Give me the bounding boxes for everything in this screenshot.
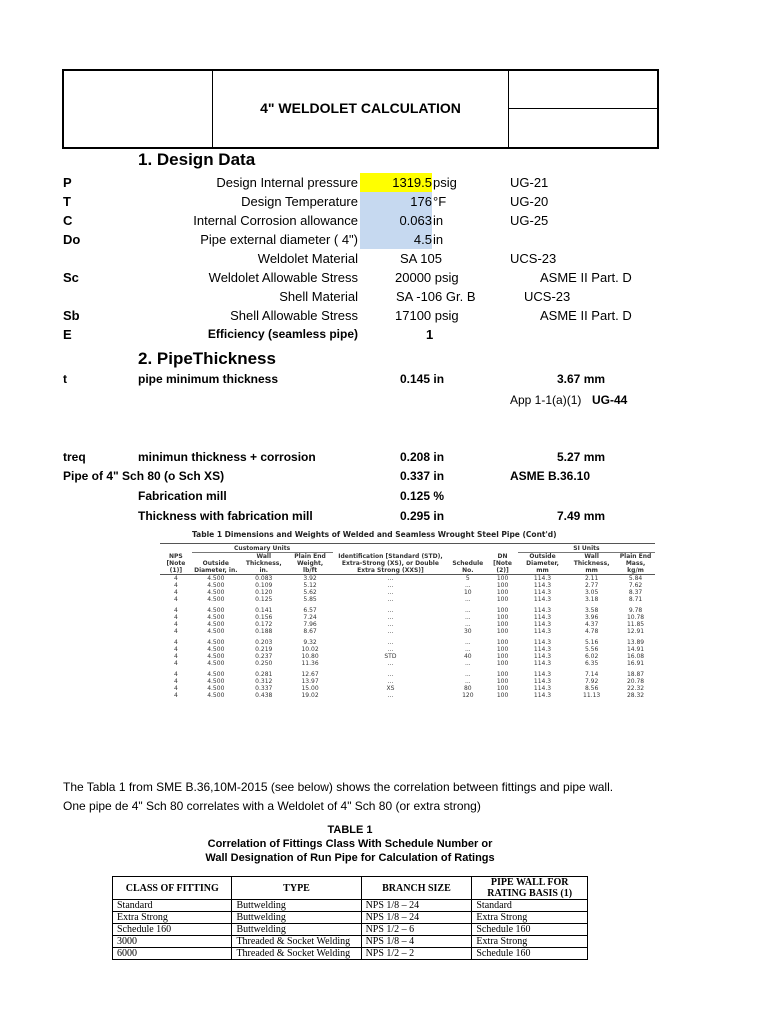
- table-cell: 4: [173, 692, 178, 699]
- table-cell: 6.02: [584, 653, 599, 660]
- table-cell: 4: [173, 589, 178, 596]
- table-cell: STD: [384, 653, 397, 660]
- table-cell: 4.500: [207, 692, 225, 699]
- table1-column-header: Plain End Weight, lb/ft: [294, 553, 326, 574]
- table-cell: 0.337: [255, 685, 273, 692]
- table2-title: TABLE 1: [327, 824, 373, 836]
- row-value: 0.295 in: [400, 509, 445, 523]
- table-cell: 11.36: [301, 660, 319, 667]
- table-cell: 4.500: [207, 621, 225, 628]
- table-cell: 100: [496, 671, 509, 678]
- row-unit: in: [433, 213, 444, 228]
- table-cell: 100: [496, 628, 509, 635]
- table-cell: 100: [496, 653, 509, 660]
- row-label: Weldolet Allowable Stress: [208, 270, 358, 285]
- design-row-pressure: [0, 173, 768, 192]
- table-cell: XS: [386, 685, 395, 692]
- table-cell: 4: [173, 582, 178, 589]
- table-cell: ...: [387, 646, 394, 653]
- table-cell: 114.3: [533, 575, 552, 582]
- table-cell: 100: [496, 614, 509, 621]
- table-cell: Extra Strong: [113, 912, 232, 924]
- table-row: [160, 628, 655, 635]
- table-cell: 4.37: [584, 621, 599, 628]
- table-cell: 4: [173, 646, 178, 653]
- table-row: [160, 589, 655, 596]
- design-row-temperature: [0, 192, 768, 211]
- table-cell: Threaded & Socket Welding: [232, 936, 361, 948]
- table-cell: 3.05: [584, 589, 599, 596]
- table-cell: 100: [496, 582, 509, 589]
- table-cell: 8.67: [303, 628, 317, 635]
- table-cell: Standard: [113, 900, 232, 912]
- table-cell: 114.3: [533, 685, 552, 692]
- table-cell: ...: [464, 646, 471, 653]
- row-label: Design Internal pressure: [216, 175, 358, 190]
- table-cell: 80: [463, 685, 472, 692]
- table-cell: 7.62: [628, 582, 643, 589]
- section-pipe-thickness-title: 2. PipeThickness: [138, 349, 276, 368]
- thickness-row-sch80: [0, 467, 768, 486]
- table-cell: 5.56: [584, 646, 599, 653]
- table-cell: 5.85: [303, 596, 317, 603]
- row-value: 0.125 %: [400, 489, 445, 503]
- table-cell: 114.3: [533, 639, 552, 646]
- row-reference: ASME II Part. D: [540, 270, 632, 285]
- table1-column-header: Plain End Mass, kg/m: [619, 553, 652, 574]
- table-cell: Buttwelding: [232, 924, 361, 936]
- table-cell: 7.24: [303, 614, 317, 621]
- table-cell: 7.14: [584, 671, 599, 678]
- row-reference: UG-21: [510, 175, 549, 190]
- row-symbol: T: [63, 194, 71, 209]
- table-cell: 0.250: [255, 660, 273, 667]
- table1-group-si: SI Units: [518, 545, 655, 553]
- table-cell: 4.500: [207, 660, 225, 667]
- table-cell: ...: [464, 621, 471, 628]
- table-cell: 5.12: [303, 582, 317, 589]
- table-cell: 100: [496, 685, 509, 692]
- table-row: [160, 639, 655, 646]
- reference-app: App 1-1(a)(1): [510, 393, 582, 407]
- table-cell: 4: [173, 607, 178, 614]
- table-cell: ...: [387, 607, 394, 614]
- table-row: [160, 575, 655, 583]
- row-unit: psig: [433, 175, 457, 190]
- row-reference: UCS-23: [510, 251, 557, 266]
- row-label: Pipe of 4" Sch 80 (o Sch XS): [63, 469, 225, 483]
- table-cell: ...: [387, 660, 394, 667]
- table1-column-header: Identification [Standard (STD), Extra-Strong (XS), or Double Extra Strong (XXS)]: [338, 553, 443, 574]
- table-cell: ...: [387, 692, 394, 699]
- table-cell: 8.56: [584, 685, 599, 692]
- table-cell: 28.32: [626, 692, 645, 699]
- table1-grid: [160, 545, 655, 699]
- table2-header: PIPE WALL FOR RATING BASIS (1): [472, 877, 588, 900]
- table-cell: 16.08: [626, 653, 645, 660]
- table-cell: 100: [496, 646, 509, 653]
- row-label: Shell Allowable Stress: [230, 308, 358, 323]
- row-label: pipe minimum thickness: [138, 372, 279, 386]
- table-cell: ...: [387, 671, 394, 678]
- table-row: [160, 660, 655, 667]
- table-cell: 0.237: [255, 653, 273, 660]
- table-cell: 22.32: [626, 685, 645, 692]
- table-cell: 4: [173, 596, 178, 603]
- table-cell: 114.3: [533, 628, 552, 635]
- table-row: [160, 671, 655, 678]
- row-symbol: Do: [63, 232, 81, 247]
- table-cell: 4.500: [207, 685, 225, 692]
- table-cell: 114.3: [533, 607, 552, 614]
- table-cell: 4: [173, 628, 178, 635]
- table-cell: Schedule 160: [472, 948, 588, 960]
- table-row: [160, 596, 655, 603]
- row-value: 0.337 in: [400, 469, 445, 483]
- table-cell: 0.188: [255, 628, 273, 635]
- row-symbol: C: [63, 213, 73, 228]
- row-value: 1: [426, 327, 434, 342]
- table-cell: Threaded & Socket Welding: [232, 948, 361, 960]
- row-symbol: treq: [63, 450, 86, 464]
- table-cell: 13.89: [626, 639, 645, 646]
- table-cell: ...: [387, 621, 394, 628]
- table-cell: 100: [496, 621, 509, 628]
- table-cell: 4.500: [207, 614, 225, 621]
- table-cell: 0.125: [255, 596, 273, 603]
- table-row: [160, 607, 655, 614]
- table-cell: 14.91: [626, 646, 645, 653]
- table-cell: 0.438: [255, 692, 273, 699]
- table-cell: ...: [387, 628, 394, 635]
- table-cell: NPS 1/8 – 24: [361, 900, 472, 912]
- row-mm: 7.49 mm: [557, 509, 606, 523]
- table-cell: 114.3: [533, 614, 552, 621]
- table-row: [160, 621, 655, 628]
- row-label: Internal Corrosion allowance: [193, 213, 358, 228]
- table-cell: 114.3: [533, 589, 552, 596]
- table-cell: NPS 1/8 – 4: [361, 936, 472, 948]
- table-cell: 5: [465, 575, 470, 582]
- table-cell: 7.92: [584, 678, 599, 685]
- table-row: [113, 912, 588, 924]
- row-reference: UG-20: [510, 194, 549, 209]
- table-cell: 30: [463, 628, 472, 635]
- table-cell: 4.78: [584, 628, 599, 635]
- table-cell: ...: [387, 582, 394, 589]
- table-cell: 0.109: [255, 582, 273, 589]
- table2-subtitle-1: Correlation of Fittings Class With Schedule Number or: [207, 838, 493, 850]
- table-cell: ...: [387, 639, 394, 646]
- row-value[interactable]: 176: [410, 194, 432, 209]
- table-cell: 2.11: [584, 575, 599, 582]
- table-cell: 6.57: [303, 607, 317, 614]
- design-row-shell-stress: [0, 306, 768, 325]
- table-cell: 114.3: [533, 671, 552, 678]
- row-value[interactable]: 4.5: [413, 232, 432, 247]
- design-row-weldolet-stress: [0, 268, 768, 287]
- design-row-weldolet-material: [0, 249, 768, 268]
- table-cell: 16.91: [626, 660, 645, 667]
- table-cell: 4.500: [207, 653, 225, 660]
- row-mm: 5.27 mm: [557, 450, 606, 464]
- section-design-data-title: 1. Design Data: [138, 150, 256, 169]
- table-cell: 114.3: [533, 692, 552, 699]
- table-cell: 4: [173, 660, 178, 667]
- table-cell: 0.203: [255, 639, 273, 646]
- table2-header: CLASS OF FITTING: [113, 877, 232, 900]
- table-cell: ...: [464, 582, 471, 589]
- table-cell: Buttwelding: [232, 900, 361, 912]
- table1-column-header: Schedule No.: [452, 560, 484, 574]
- row-label: Fabrication mill: [138, 489, 227, 503]
- row-label: Weldolet Material: [257, 251, 358, 266]
- table1-column-header: Wall Thickness, in.: [245, 553, 282, 574]
- table-cell: Schedule 160: [113, 924, 232, 936]
- table-cell: Extra Strong: [472, 936, 588, 948]
- table1-group-customary: Customary Units: [192, 545, 333, 553]
- table-cell: 19.02: [301, 692, 319, 699]
- table-cell: 100: [496, 596, 509, 603]
- table-cell: ...: [464, 660, 471, 667]
- table-cell: 4.500: [207, 596, 225, 603]
- table-row: [113, 936, 588, 948]
- table-cell: 0.281: [255, 671, 273, 678]
- table-cell: 2.77: [584, 582, 599, 589]
- table2-grid: [112, 876, 588, 960]
- table-row: [113, 900, 588, 912]
- row-value[interactable]: 0.063: [399, 213, 432, 228]
- table-cell: 3.18: [584, 596, 599, 603]
- table-cell: 0.120: [255, 589, 273, 596]
- table1-column-header: Outside Diameter, in.: [194, 560, 238, 574]
- table1-column-header: NPS [Note (1)]: [166, 553, 186, 574]
- row-label: Thickness with fabrication mill: [138, 509, 313, 523]
- table-cell: 20.78: [626, 678, 645, 685]
- table-cell: 114.3: [533, 596, 552, 603]
- table-cell: 40: [463, 653, 472, 660]
- table-cell: NPS 1/2 – 6: [361, 924, 472, 936]
- row-unit: in: [433, 232, 444, 247]
- row-symbol: E: [63, 327, 72, 342]
- table-cell: 100: [496, 589, 509, 596]
- table1-caption: Table 1 Dimensions and Weights of Welded and Seamless Wrought Steel Pipe (Cont'd): [192, 530, 557, 539]
- row-reference: UCS-23: [524, 289, 571, 304]
- row-symbol: Sc: [63, 270, 79, 285]
- table-row: [160, 582, 655, 589]
- row-label: Design Temperature: [241, 194, 358, 209]
- table-cell: 4: [173, 653, 178, 660]
- table-cell: ...: [464, 607, 471, 614]
- table-cell: 114.3: [533, 646, 552, 653]
- table-cell: 12.67: [301, 671, 319, 678]
- table-cell: 4: [173, 614, 178, 621]
- table-cell: 8.37: [628, 589, 643, 596]
- table-cell: 0.172: [255, 621, 273, 628]
- reference-ug: UG-44: [592, 393, 628, 407]
- table-row: [160, 646, 655, 653]
- table-cell: 100: [496, 678, 509, 685]
- table1-column-header: Outside Diameter, mm: [526, 553, 559, 574]
- row-label: Efficiency (seamless pipe): [207, 327, 358, 341]
- row-symbol: t: [63, 372, 67, 386]
- row-value: SA 105: [400, 251, 442, 266]
- table-cell: 4.500: [207, 639, 225, 646]
- table-cell: 9.32: [303, 639, 317, 646]
- note-line-2: One pipe de 4" Sch 80 correlates with a Weldolet of 4" Sch 80 (or extra strong): [63, 799, 481, 813]
- table-cell: ...: [387, 596, 394, 603]
- table-cell: 4.500: [207, 678, 225, 685]
- table-cell: 10.80: [301, 653, 319, 660]
- row-unit: °F: [433, 194, 447, 209]
- design-row-shell-material: [0, 287, 768, 306]
- table-cell: 0.141: [255, 607, 273, 614]
- table-cell: ...: [387, 589, 394, 596]
- row-label: Pipe external diameter ( 4"): [200, 232, 358, 247]
- table-cell: 120: [462, 692, 474, 699]
- table-cell: 114.3: [533, 678, 552, 685]
- table-cell: ...: [387, 575, 394, 582]
- table-row: [160, 614, 655, 621]
- row-reference: ASME II Part. D: [540, 308, 632, 323]
- page-title: 4" WELDOLET CALCULATION: [260, 100, 461, 116]
- table1: [160, 545, 655, 699]
- row-symbol: Sb: [63, 308, 80, 323]
- table-cell: 4: [173, 678, 178, 685]
- table2-header: TYPE: [232, 877, 361, 900]
- table-cell: 4.500: [207, 607, 225, 614]
- table-cell: 114.3: [533, 582, 552, 589]
- table-cell: 0.083: [255, 575, 273, 582]
- table-cell: ...: [464, 671, 471, 678]
- table2-subtitle-2: Wall Designation of Run Pipe for Calculation of Ratings: [205, 852, 495, 864]
- table-cell: 5.84: [628, 575, 643, 582]
- table-cell: 15.00: [301, 685, 319, 692]
- table-cell: 100: [496, 607, 509, 614]
- table-cell: ...: [464, 614, 471, 621]
- table-cell: 10: [463, 589, 472, 596]
- table1-column-header: Wall Thickness, mm: [573, 553, 610, 574]
- table-cell: 100: [496, 639, 509, 646]
- table-cell: 9.78: [628, 607, 643, 614]
- table-cell: 4.500: [207, 671, 225, 678]
- table-row: [160, 692, 655, 699]
- table-cell: 3.92: [303, 575, 317, 582]
- table-cell: 10.78: [626, 614, 645, 621]
- table-cell: 114.3: [533, 660, 552, 667]
- table-cell: 6.35: [584, 660, 599, 667]
- table-cell: 114.3: [533, 653, 552, 660]
- row-label: Shell Material: [279, 289, 358, 304]
- table-cell: 114.3: [533, 621, 552, 628]
- table-cell: 0.312: [255, 678, 273, 685]
- table-cell: 5.62: [303, 589, 317, 596]
- table-cell: 4.500: [207, 628, 225, 635]
- table-row: [160, 685, 655, 692]
- row-value: 17100 psig: [395, 308, 459, 323]
- table-cell: ...: [387, 678, 394, 685]
- table-cell: 7.96: [303, 621, 317, 628]
- table2-header: BRANCH SIZE: [361, 877, 472, 900]
- table-cell: 4.500: [207, 575, 225, 582]
- table-cell: 11.13: [583, 692, 601, 699]
- table-cell: Schedule 160: [472, 924, 588, 936]
- table-cell: 10.02: [301, 646, 319, 653]
- table-cell: 3.96: [584, 614, 599, 621]
- row-label: minimun thickness + corrosion: [138, 450, 316, 464]
- table-cell: 11.85: [626, 621, 645, 628]
- table-cell: Extra Strong: [472, 912, 588, 924]
- row-value: 0.145 in: [400, 372, 445, 386]
- table-cell: ...: [464, 639, 471, 646]
- row-value: SA -106 Gr. B: [396, 289, 476, 304]
- table-cell: 4.500: [207, 582, 225, 589]
- thickness-row-with-mill: [0, 507, 768, 526]
- design-row-efficiency: [0, 325, 768, 344]
- thickness-reference-row: [0, 391, 768, 410]
- table-cell: 4: [173, 621, 178, 628]
- table-row: [160, 678, 655, 685]
- table-row: [113, 948, 588, 960]
- table-cell: Buttwelding: [232, 912, 361, 924]
- table-cell: ...: [464, 596, 471, 603]
- row-value: 20000 psig: [395, 270, 459, 285]
- table-row: [160, 653, 655, 660]
- table-cell: NPS 1/8 – 24: [361, 912, 472, 924]
- note-line-1: The Tabla 1 from SME B.36,10M-2015 (see below) shows the correlation between fittings and pipe wall.: [63, 780, 614, 794]
- design-row-corrosion: [0, 211, 768, 230]
- table-cell: 0.156: [255, 614, 273, 621]
- table-cell: 100: [496, 575, 509, 582]
- table-cell: 12.91: [626, 628, 645, 635]
- row-mm: 3.67 mm: [557, 372, 606, 386]
- table-cell: 100: [496, 660, 509, 667]
- table-row: [113, 924, 588, 936]
- table-cell: NPS 1/2 – 2: [361, 948, 472, 960]
- thickness-row-treq: [0, 448, 768, 467]
- table-cell: 4: [173, 575, 178, 582]
- row-value: 0.208 in: [400, 450, 445, 464]
- row-reference: UG-25: [510, 213, 549, 228]
- table-cell: 4.500: [207, 589, 225, 596]
- table-cell: 4: [173, 639, 178, 646]
- row-symbol: P: [63, 175, 72, 190]
- table-cell: 5.16: [584, 639, 599, 646]
- design-row-diameter: [0, 230, 768, 249]
- row-reference: ASME B.36.10: [510, 469, 591, 483]
- table-cell: 4: [173, 671, 178, 678]
- thickness-row-t: [0, 370, 768, 389]
- table1-column-header: DN [Note (2)]: [493, 553, 512, 574]
- table-cell: 0.219: [255, 646, 273, 653]
- row-value[interactable]: 1319.5: [392, 175, 432, 190]
- table-cell: 6000: [113, 948, 232, 960]
- thickness-row-mill: [0, 487, 768, 506]
- table-cell: 4: [173, 685, 178, 692]
- table-cell: 18.87: [626, 671, 645, 678]
- table-cell: ...: [387, 614, 394, 621]
- table-cell: 4.500: [207, 646, 225, 653]
- table-cell: 3.58: [584, 607, 599, 614]
- table2: [112, 876, 588, 960]
- table-cell: 3000: [113, 936, 232, 948]
- table-cell: 13.97: [301, 678, 319, 685]
- table-cell: ...: [464, 678, 471, 685]
- table-cell: Standard: [472, 900, 588, 912]
- table-cell: 8.71: [628, 596, 643, 603]
- table-cell: 100: [496, 692, 509, 699]
